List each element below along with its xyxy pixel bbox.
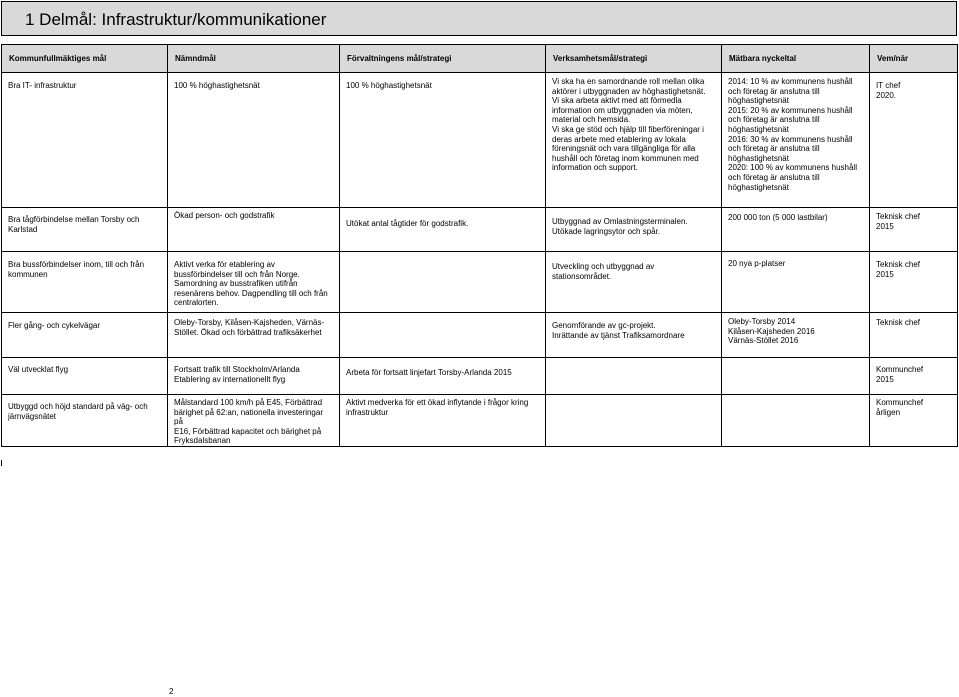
cell-line: Utökade lagringsytor och spår. — [552, 226, 661, 236]
cell-line: Fryksdalsbanan — [174, 436, 231, 446]
table-cell — [168, 73, 340, 208]
cell-line: Väl utvecklat flyg — [8, 365, 69, 374]
cell-line: E16, Förbättrad kapacitet och bärighet på — [174, 426, 322, 436]
goals-table — [1, 44, 958, 447]
cell-line: 2014: 10 % av kommunens hushåll — [728, 77, 853, 86]
cell-line: Kommunchef — [876, 365, 924, 374]
table-cell — [546, 73, 722, 208]
cell-line: 100 % höghastighetsnät — [346, 81, 432, 90]
cell-line: och företag är anslutna till — [728, 144, 820, 154]
header-kommunfullmaktiges-mal: Kommunfullmäktiges mål — [2, 45, 168, 73]
cell-line: resenärens behov. Dagpendling till och från — [174, 288, 328, 298]
cell-line: Etablering av internationellt flyg — [174, 374, 286, 384]
cell-line: och företag är anslutna till — [728, 172, 820, 182]
table-row — [2, 252, 958, 313]
table-cell — [870, 358, 958, 395]
cell-line: hushåll och företag inom kommunen med — [552, 153, 699, 163]
cell-line: Oleby-Torsby, Kilåsen-Kajsheden, Värnäs- — [174, 318, 325, 327]
cell-line: stationsområdet. — [552, 271, 612, 281]
cell-line: Målstandard 100 km/h på E45, Förbättrad — [174, 398, 323, 407]
table-cell — [2, 252, 168, 313]
cell-line: Fler gång- och cykelvägar — [8, 321, 101, 330]
cell-line: Inrättande av tjänst Trafiksamordnare — [552, 330, 685, 340]
cell-line: centralorten. — [174, 298, 219, 308]
section-title: 1 Delmål: Infrastruktur/kommunikationer — [25, 10, 327, 29]
table-cell — [546, 395, 722, 447]
cell-line: information om utbyggnaden via möten, — [552, 105, 693, 115]
cell-line: 2015: 20 % av kommunens hushåll — [728, 105, 853, 115]
table-cell — [722, 358, 870, 395]
table-cell — [546, 358, 722, 395]
cell-line: Ökad person- och godstrafik — [174, 211, 275, 220]
cell-line: föreningsnät och vara tillgängliga för alla — [552, 144, 696, 154]
cell-line: Stöllet. Ökad och förbättrad trafiksäkerhet — [174, 327, 322, 337]
table-cell — [870, 73, 958, 208]
cell-line: höghastighetsnät — [728, 124, 789, 134]
cell-line: höghastighetsnät — [728, 153, 789, 163]
table-cell — [168, 252, 340, 313]
cell-line: IT chef — [876, 81, 901, 90]
table-cell — [546, 313, 722, 358]
table-cell — [2, 313, 168, 358]
cell-line: 2015 — [876, 269, 894, 279]
cell-line: årligen — [876, 407, 901, 417]
cell-line: och företag är anslutna till — [728, 115, 820, 125]
cell-line: Aktivt medverka för ett ökad inflytande i frågor kring — [346, 398, 529, 407]
table-cell — [340, 358, 546, 395]
table-cell — [340, 252, 546, 313]
cell-line: 2020: 100 % av kommunens hushåll — [728, 163, 857, 173]
table-cell — [340, 395, 546, 447]
table-cell — [722, 73, 870, 208]
cell-line: Aktivt verka för etablering av — [174, 260, 275, 269]
cell-line: Teknisk chef — [876, 260, 921, 269]
cell-line: höghastighetsnät — [728, 96, 789, 106]
table-cell — [722, 395, 870, 447]
header-vem-nar: Vem/när — [870, 45, 958, 73]
cell-line: Kommunchef — [876, 398, 924, 407]
page-number: 2 — [169, 687, 174, 696]
table-cell — [870, 395, 958, 447]
cell-line: Oleby-Torsby 2014 — [728, 317, 796, 326]
cell-line: Utökat antal tågtider för godstrafik. — [346, 219, 469, 228]
table-cell — [2, 208, 168, 252]
cell-line: aktörer i utbyggnaden av höghastighetsnät. — [552, 86, 706, 96]
section-title-bar — [1, 1, 957, 36]
cell-line: material och hemsida. — [552, 115, 631, 125]
table-cell — [168, 313, 340, 358]
table-cell — [2, 395, 168, 447]
table-row — [2, 73, 958, 208]
table-cell — [168, 395, 340, 447]
table-cell — [340, 73, 546, 208]
cell-line: Bra bussförbindelser inom, till och från — [8, 260, 145, 269]
cell-line: järnvägsnätet — [8, 411, 57, 421]
cell-line: Bra IT- infrastruktur — [8, 81, 77, 90]
cell-line: Arbeta för fortsatt linjefart Torsby-Arlanda 2015 — [346, 368, 512, 377]
cell-line: bussförbindelser till och från Norge. — [174, 269, 300, 279]
header-matbara-nyckeltal: Mätbara nyckeltal — [722, 45, 870, 73]
cell-line: kommunen — [8, 269, 48, 279]
table-cell — [546, 208, 722, 252]
cell-line: och företag är anslutna till — [728, 86, 820, 96]
cell-line: infrastruktur — [346, 407, 389, 417]
table-cell — [168, 208, 340, 252]
table-row — [2, 395, 958, 447]
table-cell — [546, 252, 722, 313]
table-cell — [870, 208, 958, 252]
header-namndmal: Nämndmål — [168, 45, 340, 73]
table-cell — [722, 252, 870, 313]
cell-line: 100 % höghastighetsnät — [174, 81, 260, 90]
cell-line: 2020. — [876, 90, 897, 100]
cell-line: Bra tågförbindelse mellan Torsby och — [8, 215, 140, 224]
table-header-row — [2, 45, 958, 73]
table-row — [2, 358, 958, 395]
table-row — [2, 208, 958, 252]
cell-line: bärighet på 62:an, nationella investeringar på — [174, 407, 323, 427]
cell-line: 2015 — [876, 221, 894, 231]
cell-line: Värnäs-Stöllet 2016 — [728, 336, 799, 346]
table-cell — [2, 358, 168, 395]
cell-line: Teknisk chef — [876, 318, 921, 327]
cell-line: 2016: 30 % av kommunens hushåll — [728, 134, 853, 144]
cell-line: Utbyggd och höjd standard på väg- och — [8, 402, 148, 411]
table-cell — [870, 252, 958, 313]
table-cell — [2, 73, 168, 208]
table-cell — [870, 313, 958, 358]
cell-line: Vi ska ha en samordnande roll mellan olika — [552, 77, 705, 86]
cell-line: höghastighetsnät — [728, 182, 789, 192]
cell-line: Vi ska ge stöd och hjälp till fiberföreningar i — [552, 124, 704, 134]
cell-line: Utbyggnad av Omlastningsterminalen. — [552, 217, 688, 226]
cell-line: Karlstad — [8, 224, 38, 234]
cell-line: Kilåsen-Kajsheden 2016 — [728, 326, 815, 336]
left-margin-rule — [1, 460, 2, 466]
table-cell — [340, 208, 546, 252]
table-cell — [340, 313, 546, 358]
table-row — [2, 313, 958, 358]
header-verksamhetsmal: Verksamhetsmål/strategi — [546, 45, 722, 73]
table-cell — [722, 208, 870, 252]
cell-line: Teknisk chef — [876, 212, 921, 221]
cell-line: information och support. — [552, 163, 638, 173]
cell-line: Fortsatt trafik till Stockholm/Arlanda — [174, 365, 300, 374]
cell-line: Utveckling och utbyggnad av — [552, 262, 655, 271]
cell-line: Genomförande av gc-projekt. — [552, 321, 656, 330]
cell-line: Vi ska arbeta aktivt med att förmedla — [552, 96, 682, 106]
cell-line: deras arbete med etablering av lokala — [552, 134, 686, 144]
cell-line: 200 000 ton (5 000 lastbilar) — [728, 213, 828, 222]
cell-line: 20 nya p-platser — [728, 259, 786, 268]
cell-line: 2015 — [876, 374, 894, 384]
table-cell — [168, 358, 340, 395]
table-cell — [722, 313, 870, 358]
header-forvaltningens-mal: Förvaltningens mål/strategi — [340, 45, 546, 73]
cell-line: Samordning av busstrafiken utifrån — [174, 279, 298, 289]
